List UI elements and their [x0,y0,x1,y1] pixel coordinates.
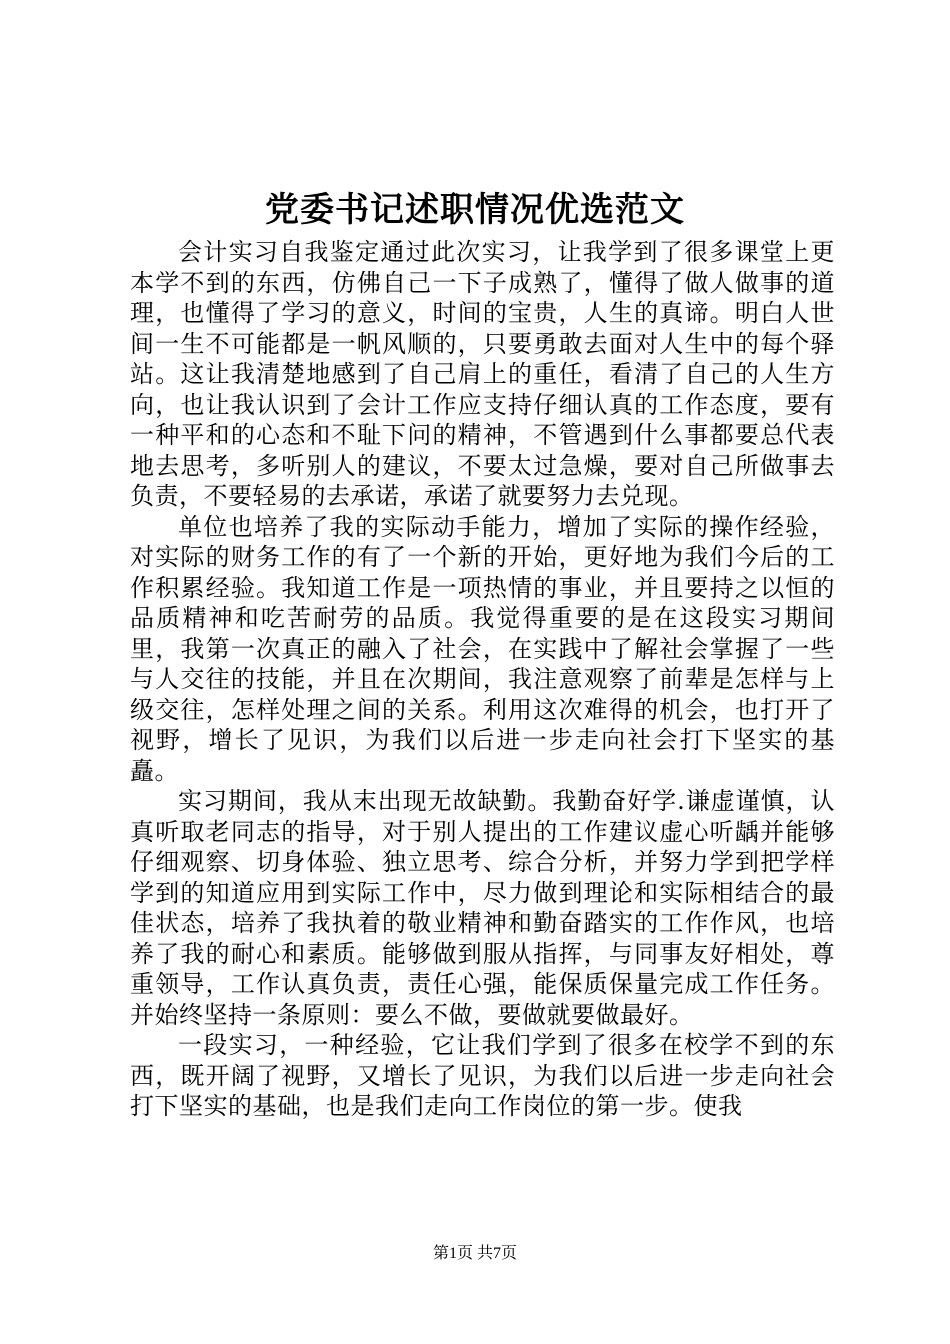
paragraph: 会计实习自我鉴定通过此次实习，让我学到了很多课堂上更本学不到的东西，仿佛自己一下子成熟了，懂得了做人做事的道理，也懂得了学习的意义，时间的宝贵，人生的真谛。明白人世间一生不可能都是一帆风顺的，只要勇敢去面对人生中的每个驿站。这让我清楚地感到了自己肩上的重任，看清了自己的人生方向，也让我认识到了会计工作应支持仔细认真的工作态度，要有一种平和的心态和不耻下问的精神，不管遇到什么事都要总代表地去思考，多听别人的建议，不要太过急燥，要对自己所做事去负责，不要轻易的去承诺，承诺了就要努力去兑现。 [130,238,835,510]
page-number-footer: 第1页 共7页 [432,1245,517,1262]
paragraph: 一段实习，一种经验，它让我们学到了很多在校学不到的东西，既开阔了视野，又增长了见识，为我们以后进一步走向社会打下坚实的基础，也是我们走向工作岗位的第一步。使我 [130,1031,835,1120]
paragraph: 实习期间，我从末出现无故缺勤。我勤奋好学.谦虚谨慎，认真听取老同志的指导，对于别人提出的工作建议虚心听龋并能够仔细观察、切身体验、独立思考、综合分析，并努力学到把学样学到的知道应用到实际工作中，尽力做到理论和实际相结合的最佳状态，培养了我执着的敬业精神和勤奋踏实的工作作风，也培养了我的耐心和素质。能够做到服从指挥，与同事友好相处，尊重领导，工作认真负责，责任心强，能保质保量完成工作任务。并始终坚持一条原则：要么不做，要做就要做最好。 [130,787,835,1029]
document-title: 党委书记述职情况优选范文 [265,190,685,230]
paragraph: 单位也培养了我的实际动手能力，增加了实际的操作经验，对实际的财务工作的有了一个新的开始，更好地为我们今后的工作积累经验。我知道工作是一项热情的事业，并且要持之以恒的品质精神和吃苦耐劳的品质。我觉得重要的是在这段实习期间里，我第一次真正的融入了社会，在实践中了解社会掌握了一些与人交往的技能，并且在次期间，我注意观察了前辈是怎样与上级交往，怎样处理之间的关系。利用这次难得的机会，也打开了视野，增长了见识，为我们以后进一步走向社会打下坚实的基矗。 [130,512,835,785]
document-body [130,237,835,1122]
